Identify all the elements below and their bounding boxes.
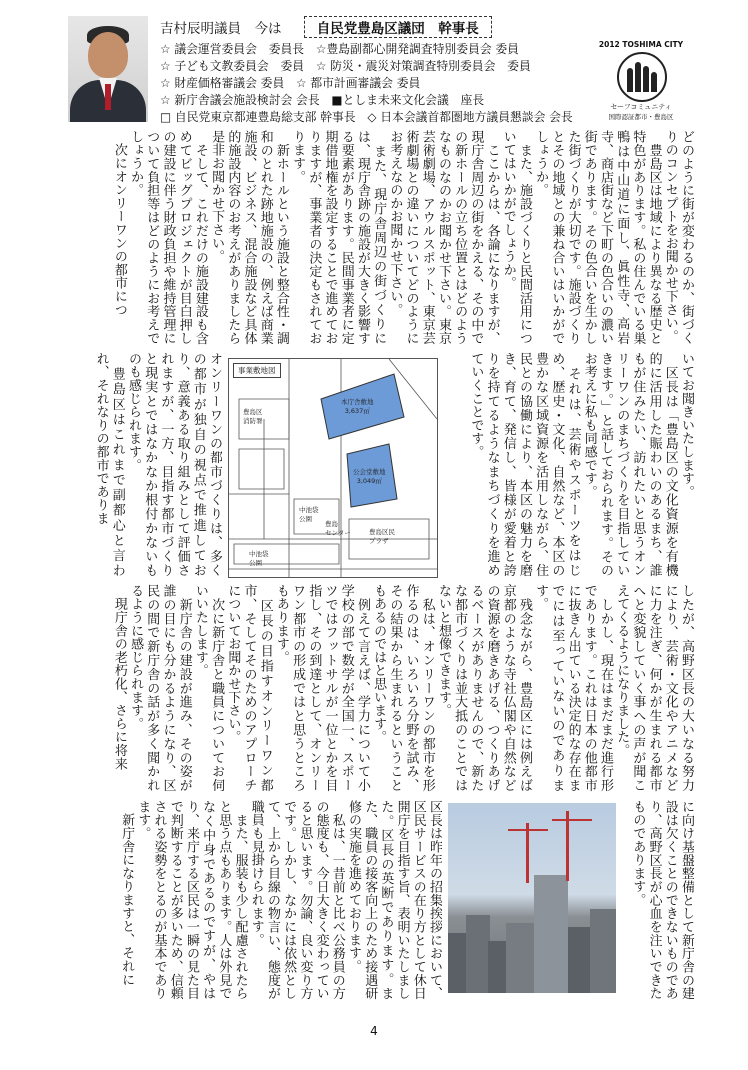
map-small-label-2: 中池袋 公園	[299, 506, 319, 523]
article-block-4	[64, 584, 694, 792]
logo-circle-icon	[617, 52, 667, 102]
logo-sub-text-1: セーフコミュニティ	[610, 103, 672, 111]
role-line-1: ☆ 議会運営委員会 委員長 ☆豊島副都心開発調査特別委員会 委員	[160, 42, 519, 56]
article-block-6	[64, 800, 442, 1000]
map-label-honcho: 本庁舎敷地 3,637㎡	[341, 398, 374, 415]
role-line-4: ☆ 新庁舎議会施設検討会 会長 ■としま未来文化会議 座長	[160, 93, 485, 107]
logo-top-text: 2012 TOSHIMA CITY	[598, 40, 684, 49]
site-map-figure	[228, 358, 438, 578]
article-block-1	[64, 130, 694, 345]
article-text-6: 区長は昨年の招集挨拶において、区民サービスの在り方として休日開庁を目指す旨、表明いたしました。区長の英断であります。また、職員の接客向上のため接遇研修の実施を進めております。 私は、一昔前と比べ公務員の方の態度も、今日大きく変わっていると思います。勿論、良い変り方です。しかし、なかには依然として、上から目線の物言い、態度が職員も見掛けられます。 また、服装も少し配慮されたらと思う点もあります。人は外見でなく中身であるのですが、やはり、来庁する区民は一瞬の見た目で判断することが多いため、信頼される姿勢をとるのが基本であります。 新庁舎になりますと、それに	[119, 800, 442, 1000]
article-text-5: に向け基盤整備として新庁舎の建設は欠くことのできないものであり、高野区長が心血を注いできたものであります。	[630, 800, 694, 1000]
party-title: 自民党豊島区議団 幹事長	[304, 16, 492, 38]
article-text-1: どのように街が変わるのか、街づくりのコンセプトをお聞かせ下さい。 豊島区は地域により異なる歴史と特色があります。私の住んでいる巣鴨は中山道に面し、眞性寺、高岩寺、商店街など下町の色合いの濃い街であります。その色合いを生かした街づくりが大切です。施設づくりとその地域との兼ね合いはいかがでしょうか。 また、施設づくりと民間活用についてはいかがでしょうか。 ここからは、各論になりますが、現庁舎周辺の街をかえる、その中での新ホールの立ち位置とはどのようなものなのかお聞かせ下さい。東京芸術劇場、アウルスポット、東京芸術劇場との違いについてどのようにお考えなのかお聞かせ下さい。 また、現庁舎周辺の街づくりには、現庁舎跡の施設が大きく影響する要素があります。民間事業者に定期借地権を設定することで進めておりますが、事業者の決定もされております。 新ホールという施設と整合性・調和のとれた跡地施設の、例えば商業施設、ビジネス、混合施設など具体的施設内容のお考えがありましたら是非お聞かせ下さい。 そして、これだけの施設建設も含めてビッグプロジェクトが目白押しの建設に伴う財政負担や維持管理について負担等はどのようにお考えでしょうか。 次にオンリーワンの都市につ	[111, 130, 694, 345]
name-line	[160, 16, 492, 38]
header	[60, 10, 690, 125]
page-number: 4	[370, 1024, 378, 1038]
article-text-4: したが、高野区長の大いなる努力により、芸術・文化やアニメなどに力を注ぎ、何かが生まれる都市へと変貌していく事への声が聞こえてくるようになりました。 しかし、現在はまだまだ進行形であります。これは日本の他都市に抜きん出ている決定的な存在までには至っていないのであります。 残念ながら、豊島区には例えば京都のような寺社仏閣や自然などの資源を磨きあげる、つくりあげるベースがありませんので、新たな都市づくりは並大抵のことではないと想像できます。 私は、オンリーワンの都市を形作るのは、いろいろ分野を試み、その結果から生まれるということもあるのではと思います。 例えて言えば、学力について小学校の部で数学が全国一、スポーツではフットサルが一位とかを目指し、その到達として、オンリーワン都市の形成ではと思うところもあります。 区長の目指すオンリーワン都市、そしてそのためのアプローチについてお聞かせ下さい。 次に新庁舎と職員についてお伺いいたします。 新庁舎の建設が進み、その姿が誰の目にも分かるようになり、区民の間で新庁舎の話が多く聞かれるように感じられます。 現庁舎の老朽化、さらに将来	[111, 584, 694, 792]
councillor-photo	[68, 16, 148, 122]
map-small-label-3: 豊島 センター	[325, 520, 351, 537]
article-text-3: オンリーワンの都市づくりは、多くの都市が独自の視点で推進しており、意義ある取り組みとして評価されますが、一方、目指す都市づくりと現実とではなかなか根付かないものも感じられます。 豊島区はこれまで副都心と言われ、それなりの都市でありま	[93, 352, 222, 577]
map-small-label-5: 中池袋 公園	[249, 550, 269, 567]
map-label-koukaido: 公会堂敷地 3,049㎡	[353, 468, 386, 485]
article-block-5	[620, 800, 694, 1000]
site-map-drawing	[229, 359, 437, 577]
safe-community-logo	[595, 40, 687, 125]
article-text-2: いてお聞きいたします。 区長は「豊島区の文化資源を有機的に活用した賑わいのあるまち、誰もが住みたい、訪れたいと思うオンリーワンのまちづくりを目指していきます。」と話しておられます。そのお考えに私も同感です。 それは、芸術やスポーツをはじめ、歴史・文化、自然など、本区の豊かな区域資源を活用しながら、住民との協働により、本区の魅力を磨き、育て、発信し、皆様が愛着と誇りを持てるようなまちづくりを進めていくことです。	[468, 352, 694, 577]
role-line-3: ☆ 財産価格審議会 委員 ☆ 都市計画審議会 委員	[160, 76, 421, 90]
article-block-2	[444, 352, 694, 577]
construction-photo	[448, 803, 616, 993]
map-small-label-4: 豊島区民 プラザ	[369, 528, 395, 545]
councillor-name: 吉村辰明議員 今は	[160, 21, 282, 37]
role-line-5: □ 自民党東京都連豊島総支部 幹事長 ◇ 日本会議首都圏地方議員懇談会 会長	[160, 110, 573, 124]
role-line-2: ☆ 子ども文教委員会 委員 ☆ 防災・震災対策調査特別委員会 委員	[160, 59, 531, 73]
map-small-label-1: 豊島区 消防署	[243, 408, 263, 425]
map-title: 事業敷地図	[233, 363, 281, 378]
article-block-3	[82, 352, 222, 577]
logo-sub-text-2: 国際認証都市・豊島区	[608, 113, 674, 121]
